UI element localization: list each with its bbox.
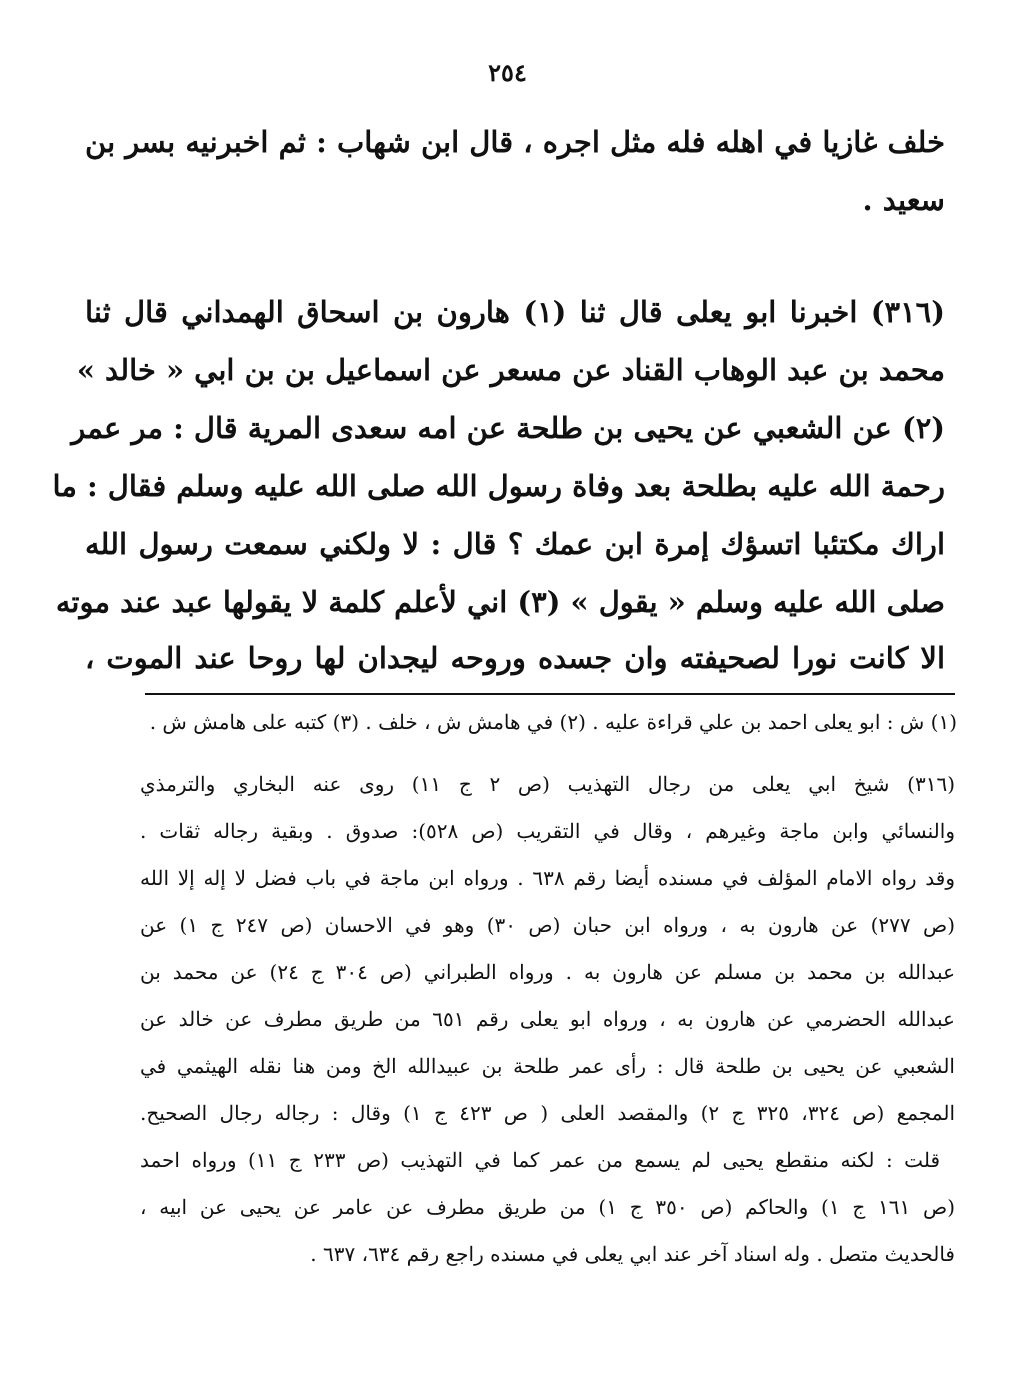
- commentary-line: الشعبي عن يحيى بن طلحة قال : رأى عمر طلحة بن عبيدالله الخ ومن هنا نقله الهيثمي في: [140, 1054, 955, 1078]
- main-text-line: سعيد .: [862, 183, 945, 217]
- footnote: (١) ش : ابو يعلى احمد بن علي قراءة عليه . (٢) في هامش ش ، خلف . (٣) كتبه على هامش ش .: [149, 710, 957, 734]
- commentary-line: المجمع (ص ٣٢٤، ٣٢٥ ج ٢) والمقصد العلى ( ص ٤٢٣ ج ١) وقال : رجاله رجال الصحيح.: [140, 1101, 955, 1125]
- commentary-line: فالحديث متصل . وله اسناد آخر عند ابي يعلى في مسنده راجع رقم ٦٣٤، ٦٣٧ .: [310, 1242, 955, 1266]
- page-number: ٢٥٤: [488, 58, 527, 87]
- main-text-line: رحمة الله عليه بطلحة بعد وفاة رسول الله صلى الله عليه وسلم فقال : ما: [52, 469, 945, 503]
- footnote-divider: [145, 693, 955, 695]
- main-text-line: خلف غازيا في اهله فله مثل اجره ، قال ابن شهاب : ثم اخبرنيه بسر بن: [85, 125, 945, 159]
- commentary-line: (ص ١٦١ ج ١) والحاكم (ص ٣٥٠ ج ١) من طريق مطرف عن عامر عن يحيى عن ابيه ،: [140, 1195, 956, 1219]
- main-text-line: الا كانت نورا لصحيفته وان جسده وروحه ليجدان لها روحا عند الموت ،: [85, 641, 945, 675]
- commentary-line: قلت : لكنه منقطع يحيى لم يسمع من عمر كما في التهذيب (ص ٢٣٣ ج ١١) ورواه احمد: [140, 1148, 940, 1172]
- main-text-line: (٢) عن الشعبي عن يحيى بن طلحة عن امه سعدى المرية قال : مر عمر: [71, 411, 945, 445]
- commentary-line: (٣١٦) شيخ ابي يعلى من رجال التهذيب (ص ٢ ج ١١) روى عنه البخاري والترمذي: [140, 772, 956, 796]
- main-text-line: محمد بن عبد الوهاب القناد عن مسعر عن اسماعيل بن بن ابي « خالد »: [76, 353, 945, 387]
- main-text-line: اراك مكتئبا اتسؤك إمرة ابن عمك ؟ قال : لا ولكني سمعت رسول الله: [85, 527, 945, 561]
- commentary-line: عبدالله بن محمد بن مسلم عن هارون به . ورواه الطبراني (ص ٣٠٤ ج ٢٤) عن محمد بن: [140, 960, 956, 984]
- main-text-line: صلى الله عليه وسلم « يقول » (٣) اني لأعلم كلمة لا يقولها عبد عند موته: [55, 585, 945, 619]
- commentary-line: والنسائي وابن ماجة وغيرهم ، وقال في التقريب (ص ٥٢٨): صدوق . وبقية رجاله ثقات .: [140, 819, 955, 843]
- commentary-line: عبدالله الحضرمي عن هارون به ، ورواه ابو يعلى رقم ٦٥١ من طريق مطرف عن خالد عن: [140, 1007, 955, 1031]
- main-text-line: (٣١٦) اخبرنا ابو يعلى قال ثنا (١) هارون بن اسحاق الهمداني قال ثنا: [85, 295, 945, 329]
- commentary-line: وقد رواه الامام المؤلف في مسنده أيضا رقم ٦٣٨ . ورواه ابن ماجة في باب فضل لا إله إلا الله: [140, 866, 956, 890]
- commentary-line: (ص ٢٧٧) عن هارون به ، ورواه ابن حبان (ص ٣٠) وهو في الاحسان (ص ٢٤٧ ج ١) عن: [140, 913, 955, 937]
